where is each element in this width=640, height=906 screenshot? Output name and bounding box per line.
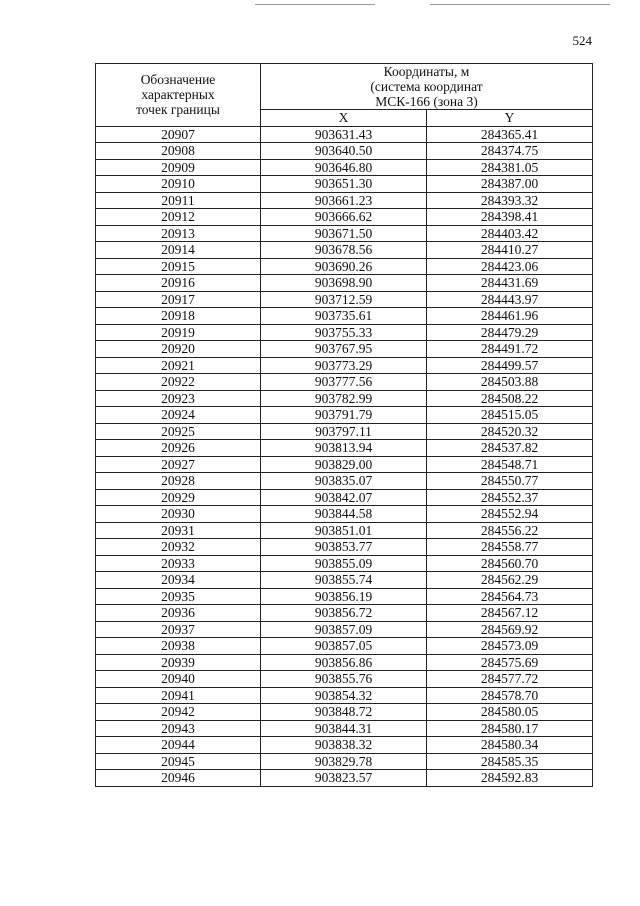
y-coordinate-cell: 284374.75 bbox=[427, 143, 593, 160]
table-row bbox=[96, 506, 593, 523]
point-id-cell: 20915 bbox=[96, 258, 261, 275]
table-row bbox=[96, 440, 593, 457]
table-row bbox=[96, 753, 593, 770]
x-coordinate-cell: 903855.76 bbox=[261, 671, 427, 688]
point-id-cell: 20908 bbox=[96, 143, 261, 160]
x-coordinate-cell: 903651.30 bbox=[261, 176, 427, 193]
point-id-cell: 20928 bbox=[96, 473, 261, 490]
point-id-cell: 20944 bbox=[96, 737, 261, 754]
y-coordinate-cell: 284575.69 bbox=[427, 654, 593, 671]
point-id-cell: 20922 bbox=[96, 374, 261, 391]
point-id-cell: 20931 bbox=[96, 522, 261, 539]
header-point-designation: Обозначение характерных точек границы bbox=[96, 64, 261, 127]
point-id-cell: 20945 bbox=[96, 753, 261, 770]
header-coordinates: Координаты, м (система координат МСК-166 (зона 3) bbox=[261, 64, 593, 110]
x-coordinate-cell: 903773.29 bbox=[261, 357, 427, 374]
x-coordinate-cell: 903855.74 bbox=[261, 572, 427, 589]
x-coordinate-cell: 903853.77 bbox=[261, 539, 427, 556]
point-id-cell: 20942 bbox=[96, 704, 261, 721]
point-id-cell: 20917 bbox=[96, 291, 261, 308]
table-row bbox=[96, 176, 593, 193]
table-body bbox=[96, 126, 593, 786]
table-row bbox=[96, 324, 593, 341]
table-row bbox=[96, 192, 593, 209]
x-coordinate-cell: 903671.50 bbox=[261, 225, 427, 242]
x-coordinate-cell: 903838.32 bbox=[261, 737, 427, 754]
table-row bbox=[96, 489, 593, 506]
point-id-cell: 20938 bbox=[96, 638, 261, 655]
x-coordinate-cell: 903856.86 bbox=[261, 654, 427, 671]
point-id-cell: 20937 bbox=[96, 621, 261, 638]
table-row bbox=[96, 638, 593, 655]
point-id-cell: 20918 bbox=[96, 308, 261, 325]
x-coordinate-cell: 903735.61 bbox=[261, 308, 427, 325]
y-coordinate-cell: 284365.41 bbox=[427, 126, 593, 143]
table-row bbox=[96, 126, 593, 143]
table-row bbox=[96, 588, 593, 605]
y-coordinate-cell: 284410.27 bbox=[427, 242, 593, 259]
x-coordinate-cell: 903813.94 bbox=[261, 440, 427, 457]
point-id-cell: 20925 bbox=[96, 423, 261, 440]
table-row bbox=[96, 522, 593, 539]
y-coordinate-cell: 284393.32 bbox=[427, 192, 593, 209]
y-coordinate-cell: 284515.05 bbox=[427, 407, 593, 424]
table-row bbox=[96, 258, 593, 275]
x-coordinate-cell: 903829.78 bbox=[261, 753, 427, 770]
y-coordinate-cell: 284577.72 bbox=[427, 671, 593, 688]
table-row bbox=[96, 225, 593, 242]
y-coordinate-cell: 284580.17 bbox=[427, 720, 593, 737]
table-row bbox=[96, 209, 593, 226]
x-coordinate-cell: 903698.90 bbox=[261, 275, 427, 292]
point-id-cell: 20935 bbox=[96, 588, 261, 605]
table-row bbox=[96, 654, 593, 671]
y-coordinate-cell: 284564.73 bbox=[427, 588, 593, 605]
x-coordinate-cell: 903844.58 bbox=[261, 506, 427, 523]
coordinates-table bbox=[95, 63, 593, 787]
point-id-cell: 20932 bbox=[96, 539, 261, 556]
table-row bbox=[96, 423, 593, 440]
x-coordinate-cell: 903856.19 bbox=[261, 588, 427, 605]
point-id-cell: 20936 bbox=[96, 605, 261, 622]
table-row bbox=[96, 704, 593, 721]
y-coordinate-cell: 284443.97 bbox=[427, 291, 593, 308]
point-id-cell: 20940 bbox=[96, 671, 261, 688]
point-id-cell: 20916 bbox=[96, 275, 261, 292]
point-id-cell: 20933 bbox=[96, 555, 261, 572]
y-coordinate-cell: 284461.96 bbox=[427, 308, 593, 325]
point-id-cell: 20930 bbox=[96, 506, 261, 523]
point-id-cell: 20912 bbox=[96, 209, 261, 226]
x-coordinate-cell: 903690.26 bbox=[261, 258, 427, 275]
point-id-cell: 20910 bbox=[96, 176, 261, 193]
point-id-cell: 20946 bbox=[96, 770, 261, 787]
table-row bbox=[96, 572, 593, 589]
point-id-cell: 20911 bbox=[96, 192, 261, 209]
table-row bbox=[96, 605, 593, 622]
table-row bbox=[96, 539, 593, 556]
y-coordinate-cell: 284548.71 bbox=[427, 456, 593, 473]
y-coordinate-cell: 284552.37 bbox=[427, 489, 593, 506]
x-coordinate-cell: 903829.00 bbox=[261, 456, 427, 473]
x-coordinate-cell: 903835.07 bbox=[261, 473, 427, 490]
table-row bbox=[96, 242, 593, 259]
point-id-cell: 20909 bbox=[96, 159, 261, 176]
point-id-cell: 20939 bbox=[96, 654, 261, 671]
y-coordinate-cell: 284585.35 bbox=[427, 753, 593, 770]
table-row bbox=[96, 456, 593, 473]
point-id-cell: 20923 bbox=[96, 390, 261, 407]
point-id-cell: 20924 bbox=[96, 407, 261, 424]
page-number: 524 bbox=[572, 33, 592, 48]
point-id-cell: 20913 bbox=[96, 225, 261, 242]
y-coordinate-cell: 284558.77 bbox=[427, 539, 593, 556]
x-coordinate-cell: 903755.33 bbox=[261, 324, 427, 341]
y-coordinate-cell: 284387.00 bbox=[427, 176, 593, 193]
x-coordinate-cell: 903777.56 bbox=[261, 374, 427, 391]
x-coordinate-cell: 903844.31 bbox=[261, 720, 427, 737]
table-row bbox=[96, 275, 593, 292]
y-coordinate-cell: 284403.42 bbox=[427, 225, 593, 242]
y-coordinate-cell: 284580.05 bbox=[427, 704, 593, 721]
top-rule-right bbox=[430, 4, 610, 5]
x-coordinate-cell: 903857.09 bbox=[261, 621, 427, 638]
x-coordinate-cell: 903640.50 bbox=[261, 143, 427, 160]
y-coordinate-cell: 284520.32 bbox=[427, 423, 593, 440]
y-coordinate-cell: 284560.70 bbox=[427, 555, 593, 572]
y-coordinate-cell: 284592.83 bbox=[427, 770, 593, 787]
y-coordinate-cell: 284567.12 bbox=[427, 605, 593, 622]
point-id-cell: 20941 bbox=[96, 687, 261, 704]
y-coordinate-cell: 284573.09 bbox=[427, 638, 593, 655]
x-coordinate-cell: 903767.95 bbox=[261, 341, 427, 358]
header-row-main bbox=[96, 64, 593, 110]
y-coordinate-cell: 284491.72 bbox=[427, 341, 593, 358]
table-row bbox=[96, 473, 593, 490]
y-coordinate-cell: 284508.22 bbox=[427, 390, 593, 407]
x-coordinate-cell: 903842.07 bbox=[261, 489, 427, 506]
point-id-cell: 20919 bbox=[96, 324, 261, 341]
y-coordinate-cell: 284562.29 bbox=[427, 572, 593, 589]
x-coordinate-cell: 903678.56 bbox=[261, 242, 427, 259]
x-coordinate-cell: 903857.05 bbox=[261, 638, 427, 655]
x-coordinate-cell: 903666.62 bbox=[261, 209, 427, 226]
point-id-cell: 20926 bbox=[96, 440, 261, 457]
y-coordinate-cell: 284381.05 bbox=[427, 159, 593, 176]
table-row bbox=[96, 407, 593, 424]
y-coordinate-cell: 284556.22 bbox=[427, 522, 593, 539]
y-coordinate-cell: 284569.92 bbox=[427, 621, 593, 638]
table-row bbox=[96, 555, 593, 572]
y-coordinate-cell: 284431.69 bbox=[427, 275, 593, 292]
table-row bbox=[96, 737, 593, 754]
table-row bbox=[96, 390, 593, 407]
x-coordinate-cell: 903631.43 bbox=[261, 126, 427, 143]
x-coordinate-cell: 903851.01 bbox=[261, 522, 427, 539]
x-coordinate-cell: 903661.23 bbox=[261, 192, 427, 209]
point-id-cell: 20921 bbox=[96, 357, 261, 374]
header-x: X bbox=[261, 110, 427, 127]
header-y: Y bbox=[427, 110, 593, 127]
y-coordinate-cell: 284580.34 bbox=[427, 737, 593, 754]
table-row bbox=[96, 687, 593, 704]
point-id-cell: 20943 bbox=[96, 720, 261, 737]
y-coordinate-cell: 284423.06 bbox=[427, 258, 593, 275]
table-row bbox=[96, 159, 593, 176]
x-coordinate-cell: 903854.32 bbox=[261, 687, 427, 704]
y-coordinate-cell: 284578.70 bbox=[427, 687, 593, 704]
point-id-cell: 20920 bbox=[96, 341, 261, 358]
table-row bbox=[96, 357, 593, 374]
x-coordinate-cell: 903791.79 bbox=[261, 407, 427, 424]
table-row bbox=[96, 720, 593, 737]
x-coordinate-cell: 903797.11 bbox=[261, 423, 427, 440]
table-row bbox=[96, 341, 593, 358]
x-coordinate-cell: 903855.09 bbox=[261, 555, 427, 572]
y-coordinate-cell: 284499.57 bbox=[427, 357, 593, 374]
point-id-cell: 20929 bbox=[96, 489, 261, 506]
y-coordinate-cell: 284537.82 bbox=[427, 440, 593, 457]
point-id-cell: 20914 bbox=[96, 242, 261, 259]
x-coordinate-cell: 903823.57 bbox=[261, 770, 427, 787]
y-coordinate-cell: 284552.94 bbox=[427, 506, 593, 523]
table-row bbox=[96, 143, 593, 160]
table-row bbox=[96, 621, 593, 638]
table-row bbox=[96, 770, 593, 787]
point-id-cell: 20934 bbox=[96, 572, 261, 589]
x-coordinate-cell: 903856.72 bbox=[261, 605, 427, 622]
table-row bbox=[96, 374, 593, 391]
x-coordinate-cell: 903782.99 bbox=[261, 390, 427, 407]
y-coordinate-cell: 284479.29 bbox=[427, 324, 593, 341]
y-coordinate-cell: 284550.77 bbox=[427, 473, 593, 490]
y-coordinate-cell: 284503.88 bbox=[427, 374, 593, 391]
y-coordinate-cell: 284398.41 bbox=[427, 209, 593, 226]
table-row bbox=[96, 291, 593, 308]
x-coordinate-cell: 903848.72 bbox=[261, 704, 427, 721]
table-row bbox=[96, 308, 593, 325]
point-id-cell: 20907 bbox=[96, 126, 261, 143]
table-row bbox=[96, 671, 593, 688]
x-coordinate-cell: 903646.80 bbox=[261, 159, 427, 176]
point-id-cell: 20927 bbox=[96, 456, 261, 473]
top-rule-left bbox=[255, 4, 375, 5]
x-coordinate-cell: 903712.59 bbox=[261, 291, 427, 308]
